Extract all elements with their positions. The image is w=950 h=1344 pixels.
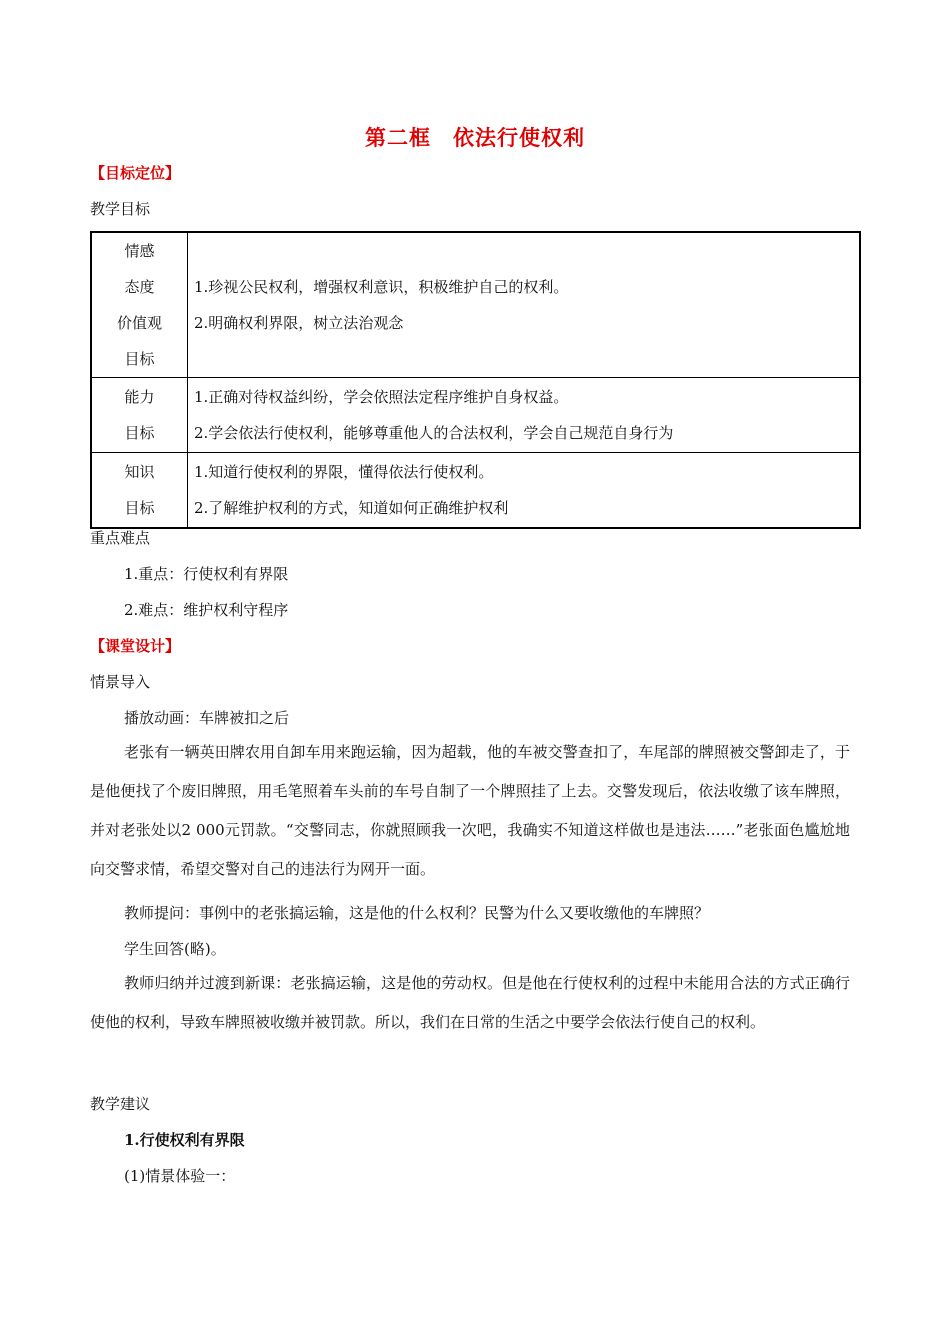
table-row [91, 378, 860, 453]
row-content-emotion [188, 232, 861, 378]
intro-label: 情景导入 [90, 673, 151, 691]
story-paragraph: 老张有一辆英田牌农用自卸车用来跑运输，因为超载，他的车被交警查扣了，车尾部的牌照被交警卸走了，于是他便找了个废旧牌照，用毛笔照着车头前的车号自制了一个牌照挂了上去。交警发现后，依法收缴了该车牌照，并对老张处以2 000元罚款。“交警同志，你就照顾我一次吧，我确实不知道这样做也是违法……”老张面色尴尬地向交警求情，希望交警对自己的违法行为网开一面。 [90, 743, 850, 878]
table-row [91, 232, 860, 378]
label-line: 能力 [124, 388, 155, 406]
label-line: 目标 [124, 424, 155, 442]
label-line: 知识 [124, 462, 155, 481]
section-heading-class-design: 【课堂设计】 [90, 637, 181, 655]
goal-item: 1.正确对待权益纠纷，学会依照法定程序维护自身权益。 [194, 388, 569, 406]
animation-line: 播放动画：车牌被扣之后 [124, 709, 290, 727]
goal-item: 1.知道行使权利的界限，懂得依法行使权利。 [194, 462, 494, 481]
label-line: 态度 [124, 278, 155, 296]
difficult-point: 2.难点：维护权利守程序 [124, 601, 289, 619]
row-label-emotion [91, 232, 188, 378]
row-content-knowledge [188, 453, 861, 528]
table-row [91, 453, 860, 528]
label-line: 情感 [124, 242, 155, 260]
teaching-goals-label: 教学目标 [90, 200, 151, 218]
summary-paragraph: 教师归纳并过渡到新课：老张搞运输，这是他的劳动权。但是他在行使权利的过程中未能用合法的方式正确行使他的权利，导致车牌照被收缴并被罚款。所以，我们在日常的生活之中要学会依法行使自己的权利。 [90, 974, 850, 1031]
student-answer: 学生回答(略)。 [124, 940, 226, 958]
suggestion-label: 教学建议 [90, 1095, 151, 1113]
page-title: 第二框 依法行使权利 [365, 125, 585, 150]
key-point: 1.重点：行使权利有界限 [124, 565, 289, 583]
section-heading-goal-positioning: 【目标定位】 [90, 164, 181, 182]
label-line: 价值观 [116, 314, 162, 332]
subheading: 1.行使权利有界限 [124, 1131, 245, 1149]
goal-item: 2.明确权利界限，树立法治观念 [194, 314, 404, 332]
row-label-knowledge [91, 453, 188, 528]
goal-item: 2.了解维护权利的方式，知道如何正确维护权利 [194, 498, 509, 517]
row-label-ability [91, 378, 188, 453]
goal-item: 1.珍视公民权利，增强权利意识，积极维护自己的权利。 [194, 278, 569, 296]
scenario-line: (1)情景体验一： [124, 1167, 236, 1185]
goal-item: 2.学会依法行使权利，能够尊重他人的合法权利，学会自己规范自身行为 [194, 424, 674, 442]
label-line: 目标 [124, 350, 155, 368]
row-content-ability [188, 378, 861, 453]
key-points-label: 重点难点 [90, 529, 151, 547]
goals-table [90, 231, 861, 529]
teacher-question: 教师提问：事例中的老张搞运输，这是他的什么权利？民警为什么又要收缴他的车牌照？ [124, 904, 710, 922]
label-line: 目标 [124, 498, 155, 517]
